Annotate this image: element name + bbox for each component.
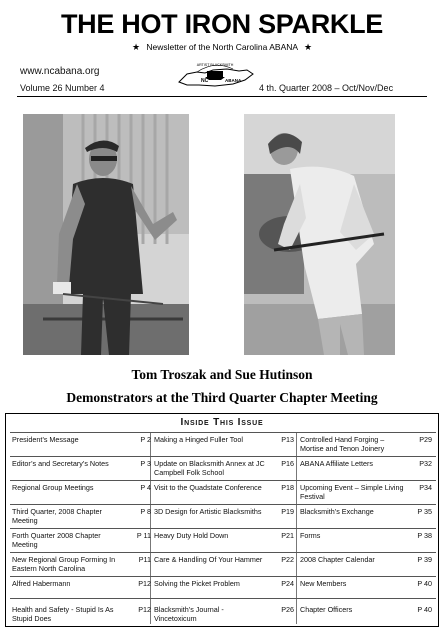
toc-entry[interactable]: Forms [300, 531, 321, 540]
toc-page: P12 [138, 605, 151, 614]
toc-entry[interactable]: Forth Quarter 2008 Chapter Meeting [12, 531, 101, 549]
toc-page: P32 [419, 459, 432, 468]
photo-sue-hutinson [244, 114, 395, 355]
toc-page: P13 [281, 435, 294, 444]
toc-entry[interactable]: Blacksmith’s Exchange [300, 507, 374, 516]
toc-page: P19 [281, 507, 294, 516]
toc-page: P 39 [417, 555, 432, 564]
toc-page: P11 [138, 555, 151, 564]
photo-tom-troszak [23, 114, 189, 355]
toc-entry[interactable]: Health and Safety - Stupid Is As Stupid Does [12, 605, 114, 623]
toc-row [10, 456, 436, 480]
toc-entry[interactable]: Chapter Officers [300, 605, 353, 614]
logo-nc-text: NC [201, 78, 209, 84]
toc-entry[interactable]: New Regional Group Forming In Eastern North Carolina [12, 555, 116, 573]
toc-page: P 11 [136, 531, 151, 540]
toc-page: P22 [281, 555, 294, 564]
toc-title: Inside This Issue [180, 417, 264, 428]
toc-row [10, 552, 436, 576]
toc-page: P 35 [417, 507, 432, 516]
toc-page: P 4 [140, 483, 151, 492]
toc-entry[interactable]: Blacksmith’s Journal - Vincetoxicum [154, 605, 224, 623]
issue-quarter: 4 th. Quarter 2008 – Oct/Nov/Dec [259, 83, 394, 93]
toc-entry[interactable]: Solving the Picket Problem [154, 579, 240, 588]
ncabana-logo [175, 58, 255, 92]
photo-caption-names: Tom Troszak and Sue Hutinson [131, 367, 313, 382]
masthead-divider [17, 96, 427, 97]
toc-row [10, 432, 436, 456]
toc-page: P 40 [417, 579, 432, 588]
toc-page: P 2 [140, 435, 151, 444]
toc-entry[interactable]: 2008 Chapter Calendar [300, 555, 375, 564]
toc-entry[interactable]: Alfred Habermann [12, 579, 71, 588]
toc-page: P 8 [140, 507, 151, 516]
toc-entry[interactable]: Editor’s and Secretary’s Notes [12, 459, 109, 468]
toc-page: P34 [419, 483, 432, 492]
toc-entry[interactable]: Making a Hinged Fuller Tool [154, 435, 243, 444]
toc-entry[interactable]: Heavy Duty Hold Down [154, 531, 229, 540]
toc-row [10, 576, 436, 598]
toc-entry[interactable]: President’s Message [12, 435, 79, 444]
newsletter-subtitle [0, 42, 444, 53]
toc-entry[interactable]: Care & Handling Of Your Hammer [154, 555, 263, 564]
toc-page: P18 [281, 483, 294, 492]
star-icon: ★ [303, 42, 313, 52]
toc-entry[interactable]: ABANA Affiliate Letters [300, 459, 373, 468]
toc-entry[interactable]: Visit to the Quadstate Conference [154, 483, 262, 492]
toc-page: P 38 [417, 531, 432, 540]
subtitle-text: Newsletter of the North Carolina ABANA [146, 42, 298, 52]
toc-page: P26 [281, 605, 294, 614]
logo-abana-text: ABANA [225, 78, 242, 83]
inside-this-issue-box [5, 413, 439, 627]
website-link[interactable]: www.ncabana.org [20, 66, 100, 77]
toc-page: P 40 [417, 605, 432, 614]
photo-caption-event: Demonstrators at the Third Quarter Chapter Meeting [66, 390, 378, 405]
toc-page: P29 [419, 435, 432, 444]
toc-entry[interactable]: New Members [300, 579, 347, 588]
toc-page: P12 [138, 579, 151, 588]
toc-entry[interactable]: Controlled Hand Forging – Mortise and Tenon Joinery [300, 435, 385, 453]
toc-page: P21 [281, 531, 294, 540]
toc-page: P 3 [140, 459, 151, 468]
toc-entry[interactable]: Update on Blacksmith Annex at JC Campbell Folk School [154, 459, 265, 477]
logo-arc-text: ARTIST BLACKSMITH [196, 63, 234, 67]
toc-row [10, 528, 436, 552]
toc-page: P24 [281, 579, 294, 588]
toc-row [10, 480, 436, 504]
newsletter-title: THE HOT IRON SPARKLE [60, 9, 383, 39]
toc-row [10, 598, 436, 624]
toc-page: P16 [281, 459, 294, 468]
toc-grid [10, 432, 436, 624]
volume-number: Volume 26 Number 4 [20, 83, 105, 93]
toc-entry[interactable]: Regional Group Meetings [12, 483, 94, 492]
star-icon: ★ [131, 42, 141, 52]
toc-entry[interactable]: Third Quarter, 2008 Chapter Meeting [12, 507, 102, 525]
toc-row [10, 504, 436, 528]
toc-entry[interactable]: Upcoming Event – Simple Living Festival [300, 483, 404, 501]
toc-entry[interactable]: 3D Design for Artistic Blacksmiths [154, 507, 262, 516]
